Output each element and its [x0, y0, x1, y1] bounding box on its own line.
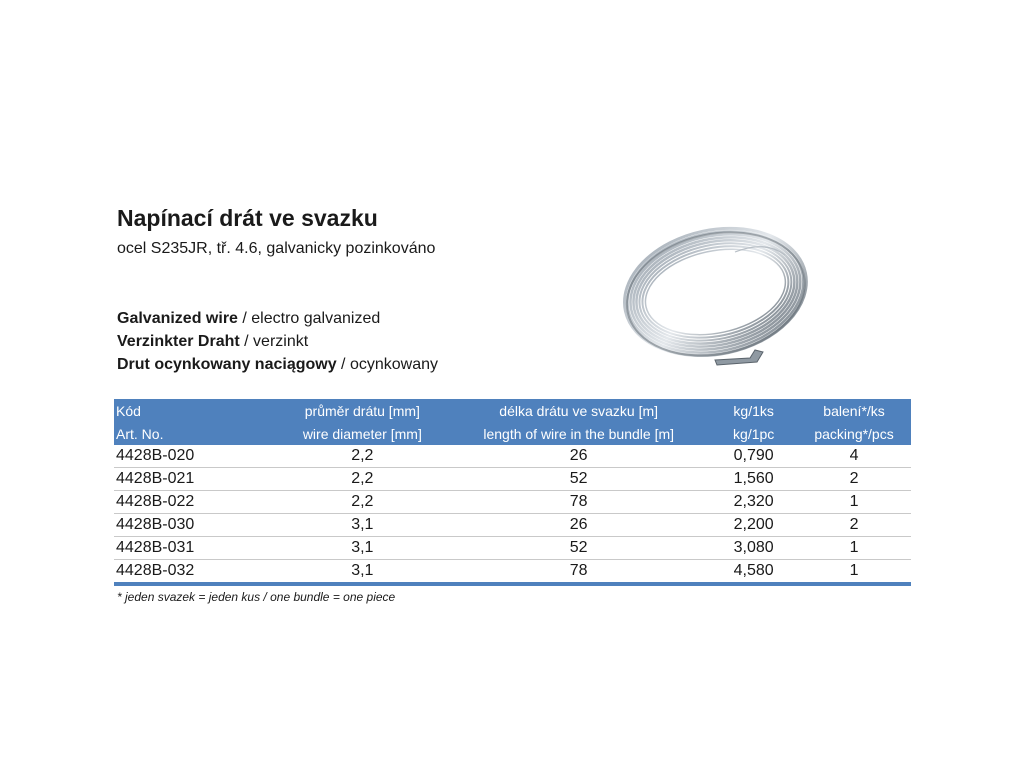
cell-code: 4428B-020: [114, 445, 278, 468]
table-header-row: [114, 399, 911, 422]
lang-line-de: [117, 330, 438, 353]
lang-pl-desc: / ocynkowany: [336, 356, 438, 373]
language-descriptions: [117, 307, 438, 376]
lang-en-name: Galvanized wire: [117, 310, 238, 327]
cell-diameter: 2,2: [278, 468, 448, 491]
cell-packing: 2: [797, 514, 911, 537]
lang-en-desc: / electro galvanized: [237, 310, 381, 327]
col-header-length-en: length of wire in the bundle [m]: [483, 425, 675, 442]
cell-code: 4428B-022: [114, 491, 278, 514]
cell-packing: 1: [797, 560, 911, 585]
lang-de-desc: / verzinkt: [239, 333, 309, 350]
lang-line-pl: [117, 353, 438, 376]
lang-pl-name: Drut ocynkowany naciągowy: [117, 356, 337, 373]
product-title: Napínací drát ve svazku: [117, 205, 378, 231]
col-header-code: Kód: [116, 402, 141, 419]
cell-diameter: 3,1: [278, 514, 448, 537]
cell-weight: 4,580: [710, 560, 797, 585]
lang-line-en: [117, 307, 438, 330]
col-header-diameter-en: wire diameter [mm]: [302, 425, 422, 442]
col-header-diameter: průměr drátu [mm]: [304, 402, 420, 419]
table-row: [114, 560, 911, 585]
col-header-length: délka drátu ve svazku [m]: [499, 402, 659, 419]
table-row: [114, 445, 911, 468]
table-row: [114, 537, 911, 560]
col-header-weight-en: kg/1pc: [733, 425, 775, 442]
cell-weight: 1,560: [710, 468, 797, 491]
table-row: [114, 491, 911, 514]
cell-code: 4428B-030: [114, 514, 278, 537]
cell-length: 78: [447, 491, 710, 514]
lang-de-name: Verzinkter Draht: [117, 333, 240, 350]
cell-length: 52: [447, 537, 710, 560]
cell-weight: 2,320: [710, 491, 797, 514]
specification-table: [114, 399, 911, 586]
cell-packing: 1: [797, 491, 911, 514]
cell-weight: 2,200: [710, 514, 797, 537]
cell-diameter: 2,2: [278, 491, 448, 514]
cell-packing: 1: [797, 537, 911, 560]
cell-code: 4428B-032: [114, 560, 278, 585]
cell-diameter: 2,2: [278, 445, 448, 468]
cell-length: 26: [447, 514, 710, 537]
cell-packing: 4: [797, 445, 911, 468]
cell-diameter: 3,1: [278, 560, 448, 585]
cell-packing: 2: [797, 468, 911, 491]
cell-weight: 0,790: [710, 445, 797, 468]
col-header-packing: balení*/ks: [823, 402, 885, 419]
product-subtitle: ocel S235JR, tř. 4.6, galvanicky pozinkováno: [117, 240, 436, 257]
col-header-code-en: Art. No.: [116, 425, 164, 442]
cell-weight: 3,080: [710, 537, 797, 560]
cell-length: 52: [447, 468, 710, 491]
table-header-row: [114, 422, 911, 445]
cell-length: 26: [447, 445, 710, 468]
cell-diameter: 3,1: [278, 537, 448, 560]
table-row: [114, 468, 911, 491]
table-row: [114, 514, 911, 537]
cell-length: 78: [447, 560, 710, 585]
col-header-packing-en: packing*/pcs: [814, 425, 894, 442]
cell-code: 4428B-021: [114, 468, 278, 491]
table-footnote: * jeden svazek = jeden kus / one bundle = one piece: [117, 590, 396, 604]
cell-code: 4428B-031: [114, 537, 278, 560]
wire-coil-image: [615, 210, 815, 375]
col-header-weight: kg/1ks: [733, 402, 774, 419]
